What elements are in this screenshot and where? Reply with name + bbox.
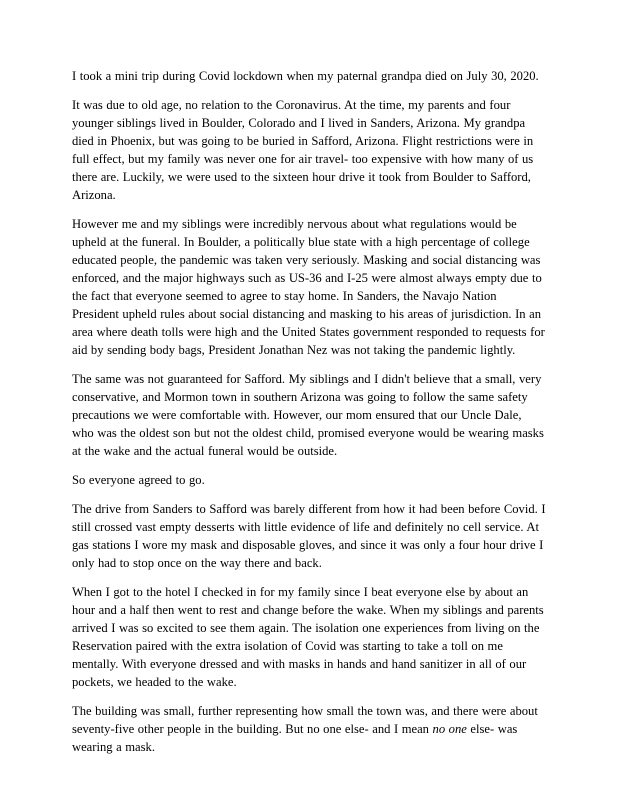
- text-run: The same was not guaranteed for Safford. My siblings and I didn't believe that a small, very conservative, and Mormon town in southern Arizona was going to follow the same safety precautions we were comfortable with. However, our mom ensured that our Uncle Dale, who was the oldest son but not the oldest child, promised everyone would be wearing masks at the wake and the actual funeral would be outside.: [72, 372, 544, 458]
- text-run: So everyone agreed to go.: [72, 473, 205, 487]
- text-run: However me and my siblings were incredibly nervous about what regulations would be upheld at the funeral. In Boulder, a politically blue state with a high percentage of college educated people, the pandemic was taken very seriously. Masking and social distancing was enforced, and the major highways such as US-36 and I-25 were almost always empty due to the fact that everyone seemed to agree to stay home. In Sanders, the Navajo Nation President upheld rules about social distancing and masking to his areas of jurisdiction. In an area where death tolls were high and the United States government responded to requests for aid by sending body bags, President Jonathan Nez was not taking the pandemic lightly.: [72, 217, 545, 357]
- paragraph: [72, 471, 546, 489]
- paragraph: [72, 96, 546, 204]
- paragraph: [72, 500, 546, 572]
- text-run: It was due to old age, no relation to the Coronavirus. At the time, my parents and four younger siblings lived in Boulder, Colorado and I lived in Sanders, Arizona. My grandpa died in Phoenix, but was going to be buried in Safford, Arizona. Flight restrictions were in full effect, but my family was never one for air travel- too expensive with how many of us there are. Luckily, we were used to the sixteen hour drive it took from Boulder to Safford, Arizona.: [72, 98, 534, 202]
- text-run: I took a mini trip during Covid lockdown when my paternal grandpa died on July 30, 2020.: [72, 69, 539, 83]
- text-run: The drive from Sanders to Safford was barely different from how it had been before Covid. I still crossed vast empty desserts with little evidence of life and definitely no cell service. At gas stations I wore my mask and disposable gloves, and since it was only a four hour drive I only had to stop once on the way there and back.: [72, 502, 546, 570]
- paragraph: [72, 67, 546, 85]
- text-run: else- was wearing a mask.: [72, 722, 518, 754]
- text-run: The building was small, further representing how small the town was, and there were about seventy-five other people in the building. But no one else- and I mean: [72, 704, 538, 736]
- paragraph: [72, 702, 546, 756]
- essay-body: [72, 67, 546, 756]
- paragraph: [72, 583, 546, 691]
- text-run: When I got to the hotel I checked in for my family since I beat everyone else by about an hour and a half then went to rest and change before the wake. When my siblings and parents arrived I was so excited to see them again. The isolation one experiences from living on the Reservation paired with the extra isolation of Covid was starting to take a toll on me mentally. With everyone dressed and with masks in hands and hand sanitizer in all of our pockets, we headed to the wake.: [72, 585, 544, 689]
- paragraph: [72, 215, 546, 359]
- paragraph: [72, 370, 546, 460]
- italic-text-run: no one: [432, 722, 467, 736]
